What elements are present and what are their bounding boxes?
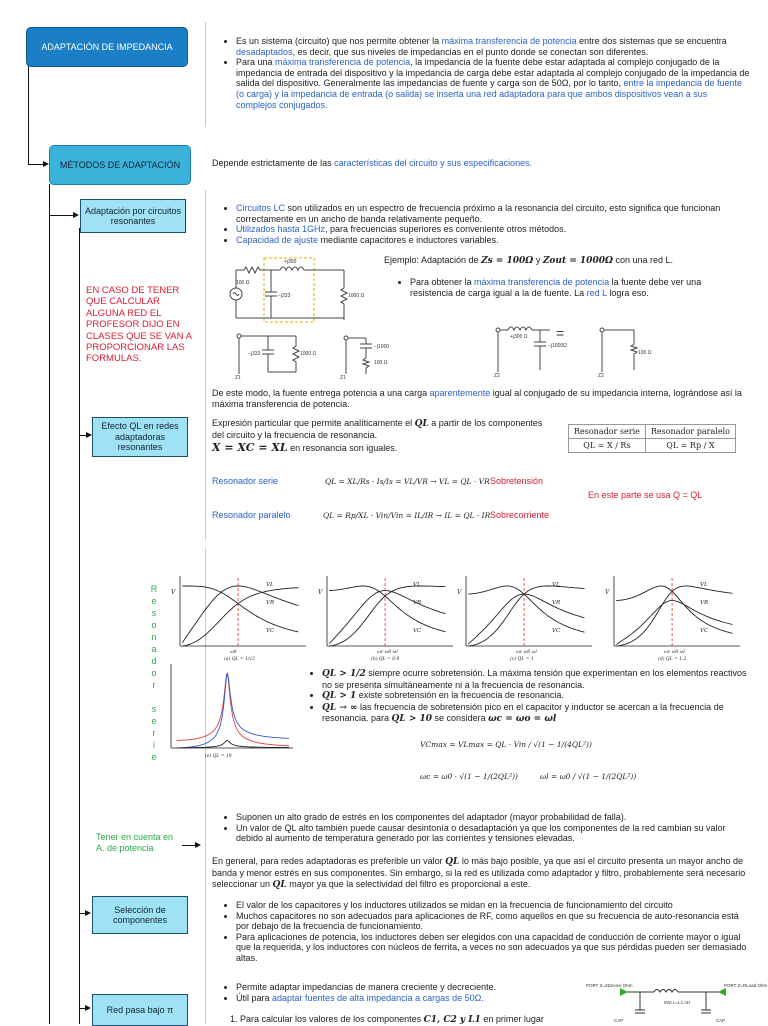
lowpass-node-label: Red pasa bajo π: [106, 1004, 174, 1015]
plot-curve-vr: [616, 601, 732, 645]
lowpass-bullet-2: • Útil para adaptar fuentes de alta impedancia a cargas de 50Ω.: [236, 993, 564, 1004]
methods-node[interactable]: [49, 145, 191, 185]
lowpass-node[interactable]: [92, 994, 188, 1026]
plot-x-label: ω0: [230, 650, 237, 655]
tree-trunk-tertiary: [79, 228, 80, 1024]
circuit2-r100: 100 Ω: [374, 360, 388, 366]
plot-v-label: V: [318, 589, 323, 596]
vertical-letter: [149, 691, 159, 703]
plot-vc-label: VC: [413, 628, 422, 634]
plot-v-label: V: [605, 589, 610, 596]
resonance-plot: [456, 572, 596, 664]
plot-curve-vr: [468, 594, 584, 644]
plot-curve-vl: [329, 586, 445, 646]
circuit-l-network: [226, 254, 376, 330]
circuit1-c333: −j333: [278, 293, 291, 299]
paralelo-formula: QL = Rp/XL · Vin/Vin = IL/IR → IL = QL · IR: [323, 511, 491, 520]
vertical-letter: o: [151, 668, 157, 678]
resonance-plot: [604, 572, 744, 664]
serie-label: Resonador serie: [212, 476, 279, 486]
plot-vl-label: VL: [700, 582, 708, 588]
power-bullet-1: • Suponen un alto grado de estrés en los componentes del adaptador (mayor probabilidad de falla).: [236, 812, 750, 823]
high-q-curve-vl: [177, 674, 289, 748]
circuit2-z1b: Z1: [340, 375, 346, 381]
plot-vl-label: VL: [266, 582, 274, 588]
example-text: Ejemplo: Adaptación de Zs = 100Ω y Zout = 1000Ω con una red L.: [384, 255, 674, 266]
example-bullet: • Para obtener la máxima transferencia de potencia la fuente debe ver una resistencia de carga igual a la de fuente. La red L logra eso.: [398, 277, 728, 298]
root-node-label: ADAPTACIÓN DE IMPEDANCIA: [41, 41, 173, 52]
tree-branch-methods: [28, 164, 44, 165]
resonator-vertical-label: [149, 583, 159, 763]
plot-v-label: V: [457, 589, 462, 596]
lowpass-step-1: 1. Para calcular los valores de los componentes C1, C2 y L1 en primer lugar: [230, 1014, 544, 1025]
vertical-letter: r: [152, 728, 156, 738]
resonator-table: [568, 424, 736, 453]
vertical-letter: d: [151, 656, 157, 666]
overvoltage-bullet-3: • QL → ∞ las frecuencia de sobretensión pico en el capacitor y inductor se acercan a la frecuencia de resonancia. para QL > 10 se considera ωc = ωo = ωl: [322, 702, 750, 725]
lowpass-bullet-1: • Permite adaptar impedancias de manera creciente y decreciente.: [236, 982, 564, 993]
plot-vr-label: VR: [552, 600, 561, 606]
lowpass-bullets: [224, 982, 564, 1003]
circuit-equivalent: [490, 322, 660, 380]
table-header-paralelo: Resonador paralelo: [645, 425, 735, 439]
power-bullet-2: • Un valor de QL alto también puede causar desintonía o desadaptación ya que los componentes de la red cambian su valor debido al aumento de temperatura generado por las corrientes y tensiones elevadas.: [236, 823, 750, 844]
plot-vc-label: VC: [266, 628, 275, 634]
intro-bullet-1: • Es un sistema (circuito) que nos permite obtener la máxima transferencia de potencia entre dos sistemas que se encuentra desadaptados, es decir, que sus niveles de impedancias en el punto donde se conectan son diferentes.: [236, 36, 750, 57]
plot-x-label: ωc ω0 ωl: [516, 650, 537, 655]
arrow-lowpass: [85, 1005, 91, 1011]
root-node[interactable]: [26, 27, 188, 67]
circuit3-j1000: −j1000Ω: [548, 343, 567, 349]
power-label: Tener en cuenta en A. de potencia: [96, 832, 174, 854]
separator-1: [205, 22, 206, 127]
plot-caption: (a) QL = 1/√2: [224, 657, 256, 662]
plot-curve-vc: [182, 586, 298, 632]
formula-wl: ωl = ω0 / √(1 − 1/(2QL²)): [540, 772, 637, 781]
components-bullet-3: • Para aplicaciones de potencia, los inductores deben ser elegidos con una capacidad de conducción de corriente mayor o igual que la requerida, y los inductores con núcleos de ferrita, a veces no son adecuados ya que sus pérdidas pueden ser demasiado altas.: [236, 932, 750, 964]
resonant-bullets: [224, 203, 750, 245]
plot-caption: (c) QL = 1: [510, 657, 534, 662]
plot-vr-label: VR: [266, 600, 275, 606]
plot-curve-vl: [468, 586, 584, 646]
circuit3-r100: 100 Ω: [638, 350, 652, 356]
plot-vl-label: VL: [413, 582, 421, 588]
plot-x-label: ωc ω0 ωl: [664, 650, 685, 655]
lowpass-port1: PORT Z=ZDevice Ohm: [586, 983, 633, 988]
resonant-node[interactable]: [80, 199, 186, 233]
professor-note: EN CASO DE TENER QUE CALCULAR ALGUNA RED EL PROFESOR DIJO EN CLASES QUE SE VAN A PROPORCIONAR LAS FORMULAS.: [86, 285, 192, 365]
separator-2: [205, 190, 206, 540]
plot-curve-vc: [468, 586, 584, 632]
resonance-plot-high-q: [165, 662, 295, 758]
resonance-plot: [170, 572, 310, 664]
circuit2-r1000: 1000 Ω: [300, 351, 317, 357]
plot-x-label: ωc ω0 ωl: [377, 650, 398, 655]
resonant-bullet-1: • Circuitos LC son utilizados en un espectro de frecuencia próximo a la resonancia del circuito, esto significa que funcionan correctamente en un ancho de banda relativamente pequeño.: [236, 203, 750, 224]
power-paragraph: En general, para redes adaptadoras es preferible un valor QL lo más bajo posible, ya que así el circuito presenta un mayor ancho de banda y menor estrés en sus componentes. Sin embargo, si la red es utilizada como adaptador y filtro, probablemente será necesario seleccionar un QL mayor ya que la selectividad del filtro es proporcional a este.: [212, 856, 746, 890]
high-q-caption: (e) QL = 10: [205, 754, 232, 759]
power-arrow-line: [182, 845, 196, 846]
circuit2-z1: Z1: [235, 375, 241, 381]
vertical-letter: e: [151, 716, 157, 726]
paralelo-effect: Sobrecorriente: [490, 510, 550, 520]
formula-vcmax: VCmax = VLmax = QL · Vin / √(1 − 1/(4QL²)): [420, 740, 592, 749]
tree-trunk-secondary: [49, 184, 50, 1024]
tree-trunk-main: [28, 64, 29, 164]
overvoltage-bullet-2: • QL > 1 existe sobretensión en la frecuencia de resonancia.: [322, 690, 750, 702]
plot-curve-vr: [182, 586, 298, 643]
lowpass-pi-circuit: [584, 980, 768, 1024]
lowpass-port2: PORT Z=RLoad Ohm: [724, 983, 768, 988]
plot-vc-label: VC: [552, 628, 561, 634]
vertical-letter: e: [151, 752, 157, 762]
components-bullet-1: • El valor de los capacitores y los inductores utilizados se midan en la frecuencia de funcionamiento del circuito: [236, 900, 750, 911]
resonant-node-label: Adaptación por circuitos resonantes: [84, 205, 182, 226]
effect-ql-node-label: Efecto QL en redes adaptadoras resonantes: [101, 421, 179, 453]
arrow-resonant: [73, 212, 79, 218]
circuit3-z2b: Z2: [598, 373, 604, 379]
table-header-serie: Resonador serie: [569, 425, 646, 439]
plot-vr-label: VR: [413, 600, 422, 606]
ql-note: En este parte se usa Q = QL: [588, 490, 703, 500]
circuit2-c1000: −j1000: [374, 344, 390, 350]
power-arrow: [195, 842, 201, 848]
resonant-bullet-3: • Capacidad de ajuste mediante capacitores e inductores variables.: [236, 235, 750, 246]
vertical-letter: i: [153, 740, 155, 750]
circuit1-r100: 100 Ω: [236, 280, 250, 286]
overvoltage-bullets: [310, 668, 750, 725]
components-bullet-2: • Muchos capacitores no son adecuados para aplicaciones de RF, como aquellos en que su frecuencia de auto-resonancia está por debajo de la frecuencia de funcionamiento.: [236, 911, 750, 932]
intro-bullet-2: • Para una máxima transferencia de potencia, la impedancia de la fuente debe estar adaptada al complejo conjugado de la impedancia de entrada del dispositivo y la impedancia de carga debe estar adaptada al complejo conjugado de la impedancia de salida del dispositivo. Generalmente las impedancias de fuente y carga son de 50Ω, por lo tanto, entre la impedancia de fuente (o carga) y la impedancia de entrada (o salida) se inserta una red adaptadora para que ambos dispositivos vean a sus complejos conjugados.: [236, 57, 750, 110]
ql-expression: Expresión particular que permite analíticamente el QL a partir de los componentes del circuito y la frecuencia de resonancia. X = XC = XL en resonancia son iguales.: [212, 418, 543, 454]
serie-effect: Sobretensión: [490, 476, 544, 486]
lowpass-cap1: CAP: [614, 1018, 624, 1023]
plot-curve-vl: [616, 586, 732, 646]
circuit1-l300: +j300: [284, 259, 297, 265]
vertical-letter: n: [151, 632, 157, 642]
circuit-decomposed: [226, 330, 426, 380]
overvoltage-bullet-1: • QL > 1/2 siempre ocurre sobretensión. La máxima tensión que experimentan en los elementos reactivos no se presenta simultáneamente ni a la frecuencia de resonancia.: [322, 668, 750, 690]
plot-vr-label: VR: [700, 600, 709, 606]
power-bullets: [224, 812, 750, 844]
vertical-letter: r: [152, 680, 156, 690]
circuit3-j300: +j300 Ω: [510, 334, 528, 340]
vertical-letter: a: [151, 644, 157, 654]
circuit3-z2: Z2: [494, 373, 500, 379]
intro-section: [224, 36, 750, 110]
plot-v-label: V: [171, 589, 176, 596]
vertical-letter: s: [151, 608, 157, 618]
circuit1-r1000: 1000 Ω: [348, 293, 365, 299]
circuit2-c333: −j333: [248, 351, 261, 357]
vertical-letter: s: [151, 704, 157, 714]
serie-formula: QL = XL/Rs · Is/Is = VL/VR → VL = QL · VR: [325, 477, 490, 486]
components-node[interactable]: [92, 896, 188, 934]
plot-vc-label: VC: [700, 628, 709, 634]
table-cell-serie: QL = X / Rs: [569, 439, 646, 453]
vertical-letter: o: [151, 620, 157, 630]
effect-ql-node[interactable]: [92, 417, 188, 457]
circuit3-eq: =: [556, 325, 565, 341]
table-cell-paralelo: QL = Rp / X: [645, 439, 735, 453]
plot-curve-vc: [616, 586, 732, 633]
components-bullets: [224, 900, 750, 964]
methods-text: Depende estrictamente de las características del circuito y sus especificaciones.: [212, 158, 533, 168]
vertical-letter: R: [150, 584, 158, 594]
formula-wc: ωc = ω0 · √(1 − 1/(2QL²)): [420, 772, 518, 781]
vertical-letter: e: [151, 596, 157, 606]
arrow-components: [85, 910, 91, 916]
plot-caption: (b) QL = 0.9: [371, 657, 400, 662]
resonance-plot: [317, 572, 457, 664]
paralelo-label: Resonador paralelo: [212, 510, 291, 520]
methods-node-label: MÉTODOS DE ADAPTACIÓN: [59, 159, 181, 170]
components-node-label: Selección de componentes: [112, 904, 168, 925]
lowpass-ind: IND L=L1 nH: [664, 1000, 691, 1005]
resonant-bullet-2: • Utilizados hasta 1GHz, para frecuencias superiores es conveniente otros métodos.: [236, 224, 750, 235]
plot-caption: (d) QL = 1.2: [658, 657, 687, 662]
plot-vl-label: VL: [552, 582, 560, 588]
tree-branch-resonant: [49, 215, 73, 216]
resonant-conclusion: De este modo, la fuente entrega potencia a una carga aparentemente igual al conjugado de su impedancia interna, lográndose así la máxima transferencia de potencia.: [212, 388, 742, 409]
lowpass-cap2: CAP: [716, 1018, 726, 1023]
